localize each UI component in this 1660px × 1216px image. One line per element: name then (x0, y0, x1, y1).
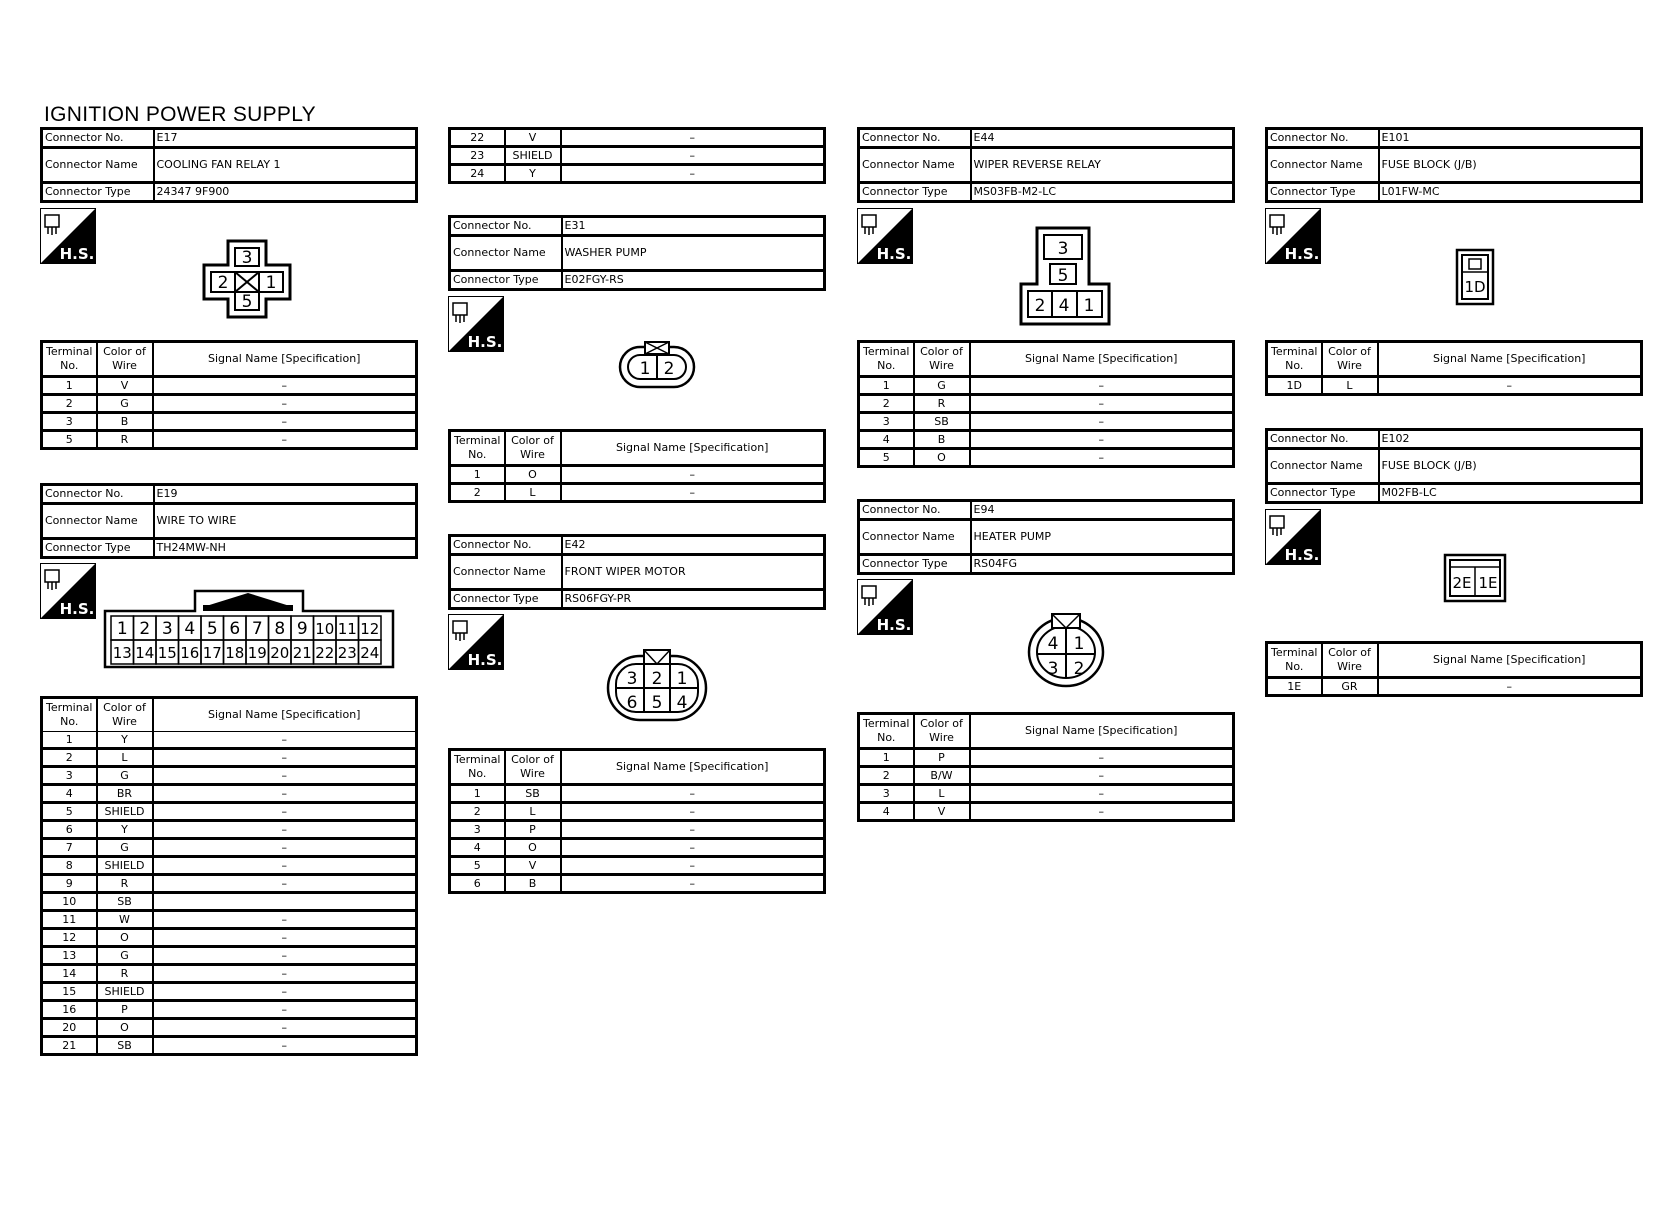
connector-type-value: TH24MW-NH (156, 541, 226, 554)
pin-label: 23 (337, 644, 357, 662)
connector-name-label: Connector Name (1267, 148, 1379, 183)
color-of-wire-header: Color of Wire (97, 342, 153, 377)
table-row: 2 G – (42, 395, 417, 413)
pin-label: 5 (206, 619, 218, 639)
harness-side-icon (1265, 208, 1321, 264)
color-of-wire-header: Color of Wire (505, 431, 561, 466)
connector-name-value: HEATER PUMP (971, 520, 1234, 555)
connector-name-value: FUSE BLOCK (J/B) (1379, 449, 1642, 484)
pin-label: 1 (1083, 296, 1095, 316)
pin-label: 1 (1073, 634, 1085, 654)
table-row: 5 V – (450, 857, 825, 875)
connector-type-label: Connector Type (1267, 183, 1379, 202)
pin-label: 9 (296, 619, 308, 639)
pin-label: 5 (651, 693, 663, 713)
svg-text:H.S.: H.S. (59, 245, 95, 263)
pin-label: 3 (241, 248, 253, 268)
connector-no-value: E102 (1379, 430, 1642, 449)
connector-type-label: Connector Type (450, 271, 562, 290)
connector-name-label: Connector Name (450, 555, 562, 590)
harness-side-icon (857, 579, 913, 635)
connector-no-value: E42 (562, 536, 825, 555)
table-row: 6 B – (450, 875, 825, 893)
connector-e17-diagram (202, 239, 292, 319)
signal-name-header: Signal Name [Specification] (153, 698, 417, 732)
table-row: 5 R – (42, 431, 417, 449)
connector-e19-header (40, 483, 418, 559)
connector-type-label: Connector Type (859, 555, 971, 574)
pin-label: 2 (139, 619, 151, 639)
table-row: 3 P – (450, 821, 825, 839)
connector-no-label: Connector No. (42, 485, 154, 504)
connector-no-value: E17 (154, 129, 417, 148)
harness-side-icon (40, 563, 96, 619)
terminal-no-header: Terminal No. (450, 431, 505, 466)
connector-no-value: E101 (1379, 129, 1642, 148)
pin-label: 2 (217, 273, 229, 293)
pin-label: 17 (202, 644, 222, 662)
table-row: 1 O – (450, 466, 825, 484)
connector-name-value: WIPER REVERSE RELAY (971, 148, 1234, 183)
table-row: 3 B – (42, 413, 417, 431)
table-row: 1 P – (859, 749, 1234, 767)
connector-type-label: Connector Type (859, 183, 971, 202)
color-of-wire-header: Color of Wire (505, 750, 561, 785)
table-row: 11 W – (42, 911, 417, 929)
signal-name-header: Signal Name [Specification] (153, 342, 417, 377)
pin-label: 1D (1464, 278, 1486, 296)
table-row: 2 L – (450, 803, 825, 821)
table-row: 3 G – (42, 767, 417, 785)
pin-label: 11 (337, 620, 357, 638)
table-row: 22 V – (450, 129, 825, 147)
table-row: 24 Y – (450, 165, 825, 183)
connector-no-value: E31 (562, 217, 825, 236)
pin-label: 1E (1478, 574, 1498, 592)
connector-e94-header (857, 499, 1235, 575)
connector-e44-diagram (1019, 226, 1111, 326)
svg-text:H.S.: H.S. (876, 245, 912, 263)
table-row: 1E GR – (1267, 678, 1642, 696)
connector-no-label: Connector No. (1267, 129, 1379, 148)
table-row: 2 L – (42, 749, 417, 767)
svg-text:H.S.: H.S. (876, 616, 912, 634)
table-row: 15 SHIELD – (42, 983, 417, 1001)
table-row: 2 L – (450, 484, 825, 502)
connector-e101-terminal-table (1265, 340, 1643, 396)
pin-label: 4 (1047, 634, 1059, 654)
signal-name-header: Signal Name [Specification] (561, 431, 825, 466)
connector-e19-diagram (103, 589, 395, 669)
connector-type-value: RS06FGY-PR (564, 592, 632, 605)
connector-name-label: Connector Name (42, 504, 154, 539)
table-row: 5 O – (859, 449, 1234, 467)
harness-side-icon (448, 614, 504, 670)
table-row: 5 SHIELD – (42, 803, 417, 821)
table-row: 3 L – (859, 785, 1234, 803)
pin-label: 5 (1057, 266, 1069, 286)
connector-type-label: Connector Type (450, 590, 562, 609)
connector-type-value: MS03FB-M2-LC (973, 185, 1057, 198)
pin-label: 3 (161, 619, 173, 639)
harness-side-icon (857, 208, 913, 264)
pin-label: 21 (292, 644, 312, 662)
table-row: 4 V – (859, 803, 1234, 821)
table-row: 1 Y – (42, 732, 417, 749)
terminal-no-header: Terminal No. (1267, 342, 1322, 377)
connector-e44-header (857, 127, 1235, 203)
connector-e42-header (448, 534, 826, 610)
connector-name-label: Connector Name (450, 236, 562, 271)
color-of-wire-header: Color of Wire (1322, 342, 1378, 377)
connector-e42-diagram (606, 646, 708, 724)
svg-text:H.S.: H.S. (1284, 546, 1320, 564)
connector-type-value: RS04FG (973, 557, 1017, 570)
pin-label: 2 (1034, 296, 1046, 316)
table-row: 16 P – (42, 1001, 417, 1019)
table-row: 2 B/W – (859, 767, 1234, 785)
pin-label: 3 (1047, 659, 1059, 679)
harness-side-icon (448, 296, 504, 352)
connector-name-value: FUSE BLOCK (J/B) (1379, 148, 1642, 183)
pin-label: 4 (676, 693, 688, 713)
signal-name-header: Signal Name [Specification] (1378, 643, 1642, 678)
table-row: 2 R – (859, 395, 1234, 413)
table-row: 6 Y – (42, 821, 417, 839)
connector-e17-header (40, 127, 418, 203)
pin-label: 6 (626, 693, 638, 713)
pin-label: 5 (241, 292, 253, 312)
svg-text:H.S.: H.S. (467, 651, 503, 669)
table-row: 1 G – (859, 377, 1234, 395)
pin-label: 18 (225, 644, 245, 662)
connector-name-value: WASHER PUMP (562, 236, 825, 271)
pin-label: 2 (1073, 659, 1085, 679)
terminal-no-header: Terminal No. (1267, 643, 1322, 678)
connector-name-label: Connector Name (42, 148, 154, 183)
pin-label: 2E (1452, 574, 1472, 592)
pin-label: 3 (626, 669, 638, 689)
connector-e94-terminal-table (857, 712, 1235, 822)
pin-label: 7 (251, 619, 263, 639)
connector-name-label: Connector Name (859, 520, 971, 555)
signal-name-header: Signal Name [Specification] (1378, 342, 1642, 377)
connector-name-value: COOLING FAN RELAY 1 (154, 148, 417, 183)
pin-label: 8 (274, 619, 286, 639)
connector-no-label: Connector No. (859, 129, 971, 148)
connector-type-value: M02FB-LC (1381, 486, 1437, 499)
table-row: 1 SB – (450, 785, 825, 803)
table-row: 1D L – (1267, 377, 1642, 395)
table-row: 23 SHIELD – (450, 147, 825, 165)
color-of-wire-header: Color of Wire (1322, 643, 1378, 678)
table-row: 21 SB – (42, 1037, 417, 1055)
table-row: 4 BR – (42, 785, 417, 803)
connector-type-value: L01FW-MC (1381, 185, 1440, 198)
connector-type-label: Connector Type (42, 183, 154, 202)
color-of-wire-header: Color of Wire (97, 698, 153, 732)
harness-side-icon (40, 208, 96, 264)
connector-e19-terminal-table (40, 696, 418, 1056)
table-row: 8 SHIELD – (42, 857, 417, 875)
color-of-wire-header: Color of Wire (914, 714, 970, 749)
connector-e101-diagram (1455, 248, 1495, 306)
svg-text:H.S.: H.S. (1284, 245, 1320, 263)
color-of-wire-header: Color of Wire (914, 342, 970, 377)
pin-label: 24 (360, 644, 380, 662)
connector-e102-terminal-table (1265, 641, 1643, 697)
connector-e102-diagram (1443, 553, 1507, 603)
connector-e42-terminal-table (448, 748, 826, 894)
connector-type-value: E02FGY-RS (564, 273, 624, 286)
pin-label: 4 (1058, 296, 1070, 316)
connector-e94-diagram (1026, 610, 1106, 688)
connector-e102-header (1265, 428, 1643, 504)
svg-text:H.S.: H.S. (59, 600, 95, 618)
table-row: 3 SB – (859, 413, 1234, 431)
connector-no-value: E19 (154, 485, 417, 504)
table-row: 7 G – (42, 839, 417, 857)
pin-label: 2 (651, 669, 663, 689)
connector-e17-terminal-table (40, 340, 418, 450)
connector-name-label: Connector Name (859, 148, 971, 183)
connector-e19-continued-table (448, 127, 826, 184)
connector-e31-header (448, 215, 826, 291)
pin-label: 16 (180, 644, 200, 662)
terminal-no-header: Terminal No. (42, 342, 97, 377)
pin-label: 1 (116, 619, 128, 639)
pin-label: 13 (112, 644, 132, 662)
connector-type-label: Connector Type (1267, 484, 1379, 503)
connector-no-label: Connector No. (450, 217, 562, 236)
pin-label: 12 (360, 620, 380, 638)
connector-e101-header (1265, 127, 1643, 203)
connector-no-label: Connector No. (450, 536, 562, 555)
table-row: 12 O – (42, 929, 417, 947)
pin-label: 20 (270, 644, 290, 662)
signal-name-header: Signal Name [Specification] (561, 750, 825, 785)
connector-name-value: WIRE TO WIRE (154, 504, 417, 539)
connector-type-label: Connector Type (42, 539, 154, 558)
table-row: 20 O – (42, 1019, 417, 1037)
connector-no-label: Connector No. (42, 129, 154, 148)
pin-grid (111, 616, 381, 664)
pin-label: 14 (135, 644, 155, 662)
page-title: IGNITION POWER SUPPLY (44, 103, 316, 126)
pin-label: 15 (157, 644, 177, 662)
pin-label: 1 (265, 273, 277, 293)
connector-no-label: Connector No. (859, 501, 971, 520)
table-row: 10 SB (42, 893, 417, 911)
terminal-no-header: Terminal No. (859, 714, 914, 749)
pin-label: 10 (315, 620, 335, 638)
pin-label: 4 (184, 619, 196, 639)
signal-name-header: Signal Name [Specification] (970, 714, 1234, 749)
table-row: 4 O – (450, 839, 825, 857)
connector-type-value: 24347 9F900 (156, 185, 230, 198)
terminal-no-header: Terminal No. (859, 342, 914, 377)
signal-name-header: Signal Name [Specification] (970, 342, 1234, 377)
harness-side-icon (1265, 509, 1321, 565)
pin-label: 2 (663, 359, 675, 379)
pin-label: 22 (315, 644, 335, 662)
connector-no-label: Connector No. (1267, 430, 1379, 449)
table-row: 4 B – (859, 431, 1234, 449)
pin-label: 6 (229, 619, 241, 639)
pin-label: 1 (676, 669, 688, 689)
table-row: 9 R – (42, 875, 417, 893)
table-row: 1 V – (42, 377, 417, 395)
pin-label: 3 (1057, 239, 1069, 259)
connector-no-value: E44 (971, 129, 1234, 148)
connector-name-label: Connector Name (1267, 449, 1379, 484)
terminal-no-header: Terminal No. (42, 698, 97, 732)
connector-e31-diagram (618, 339, 696, 391)
connector-e31-terminal-table (448, 429, 826, 503)
connector-name-value: FRONT WIPER MOTOR (562, 555, 825, 590)
table-row: 14 R – (42, 965, 417, 983)
pin-label: 1 (639, 359, 651, 379)
connector-e44-terminal-table (857, 340, 1235, 468)
svg-text:H.S.: H.S. (467, 333, 503, 351)
table-row: 13 G – (42, 947, 417, 965)
terminal-no-header: Terminal No. (450, 750, 505, 785)
connector-no-value: E94 (971, 501, 1234, 520)
pin-label: 19 (247, 644, 267, 662)
